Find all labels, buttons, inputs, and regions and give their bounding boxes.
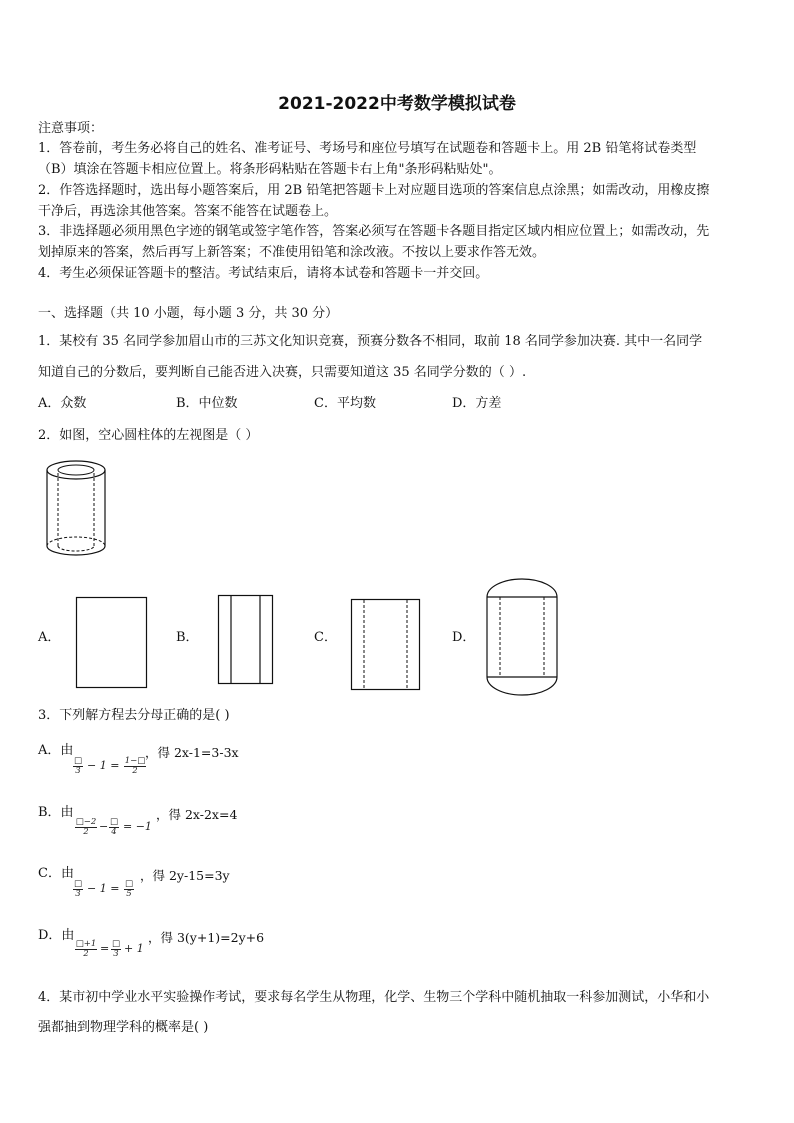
fraction: □ 3 xyxy=(73,879,83,899)
page-title: 2021-2022中考数学模拟试卷 xyxy=(278,94,516,114)
hollow-cylinder-figure xyxy=(40,458,115,563)
q3-option-b-prefix: B．由 xyxy=(38,805,74,820)
question-4-stem: 强都抽到物理学科的概率是( ) xyxy=(38,1020,209,1035)
fraction: □ 3 xyxy=(73,756,83,776)
q3-option-a-prefix: A．由 xyxy=(38,743,74,758)
q2-option-d-label: D． xyxy=(452,630,476,645)
q3-option-c-prefix: C．由 xyxy=(38,866,74,881)
q2-option-b-label: B． xyxy=(176,630,199,645)
section-heading: 一、选择题（共 10 小题，每小题 3 分，共 30 分） xyxy=(38,306,339,321)
math-operator: − 1 = xyxy=(87,882,120,895)
q3-option-d-result: ，得 3(y+1)=2y+6 xyxy=(148,930,265,945)
fraction: □+1 2 xyxy=(75,939,97,959)
notice-line: 划掉原来的答案，然后再写上新答案；不准使用铅笔和涂改液。不按以上要求作答无效。 xyxy=(38,245,546,260)
option-c-figure xyxy=(351,599,421,691)
fraction: □ 4 xyxy=(109,817,119,837)
q3-option-a-result: ，得 2x-1=3-3x xyxy=(145,745,239,760)
notice-line: 干净后，再选涂其他答案。答案不能答在试题卷上。 xyxy=(38,204,338,219)
math-operator: = xyxy=(100,942,110,955)
question-1-stem: 知道自己的分数后，要判断自己能否进入决赛，只需要知道这 35 名同学分数的（ ）. xyxy=(38,365,527,380)
notice-line: （B）填涂在答题卡相应位置上。将条形码粘贴在答题卡右上角"条形码粘贴处"。 xyxy=(38,162,502,177)
q1-option-b: B．中位数 xyxy=(176,396,238,411)
q2-option-a-label: A． xyxy=(38,630,61,645)
option-b-figure xyxy=(218,595,274,685)
option-d-figure xyxy=(484,582,560,694)
notice-line: 4．考生必须保证答题卡的整洁。考试结束后，请将本试卷和答题卡一并交回。 xyxy=(38,266,489,281)
q3-option-b-result: ，得 2x-2x=4 xyxy=(156,807,238,822)
q1-option-c: C．平均数 xyxy=(314,396,376,411)
q1-option-a: A．众数 xyxy=(38,396,87,411)
fraction: □−2 2 xyxy=(75,817,97,837)
fraction: □ 3 xyxy=(111,939,121,959)
question-1-stem: 1．某校有 35 名同学参加眉山市的三苏文化知识竞赛，预赛分数各不相同，取前 18 名同学参加决赛. 其中一名同学 xyxy=(38,334,703,349)
option-a-figure xyxy=(76,597,148,689)
math-operator: = −1 xyxy=(123,820,152,833)
question-4-stem: 4．某市初中学业水平实验操作考试，要求每名学生从物理，化学、生物三个学科中随机抽取一科参加测试，小华和小 xyxy=(38,990,710,1005)
fraction: 1−□ 2 xyxy=(124,756,146,776)
notice-heading: 注意事项： xyxy=(38,121,104,136)
q3-option-d-prefix: D．由 xyxy=(38,928,75,943)
fraction: □ 5 xyxy=(124,879,134,899)
notice-line: 1．答卷前，考生务必将自己的姓名、准考证号、考场号和座位号填写在试题卷和答题卡上。用 2B 铅笔将试卷类型 xyxy=(38,141,697,156)
question-3-stem: 3．下列解方程去分母正确的是( ) xyxy=(38,708,230,723)
notice-line: 3．非选择题必须用黑色字迹的钢笔或签字笔作答，答案必须写在答题卡各题目指定区域内相应位置上；如需改动，先 xyxy=(38,224,710,239)
question-2-stem: 2．如图，空心圆柱体的左视图是（ ） xyxy=(38,428,259,443)
math-operator: − xyxy=(99,820,109,833)
q3-option-c-result: ，得 2y-15=3y xyxy=(140,868,230,883)
math-operator: − 1 = xyxy=(87,759,120,772)
q2-option-c-label: C． xyxy=(314,630,337,645)
q1-option-d: D．方差 xyxy=(452,396,502,411)
notice-line: 2．作答选择题时，选出每小题答案后，用 2B 铅笔把答题卡上对应题目选项的答案信息点涂黑；如需改动，用橡皮擦 xyxy=(38,183,710,198)
math-operator: + 1 xyxy=(124,942,144,955)
